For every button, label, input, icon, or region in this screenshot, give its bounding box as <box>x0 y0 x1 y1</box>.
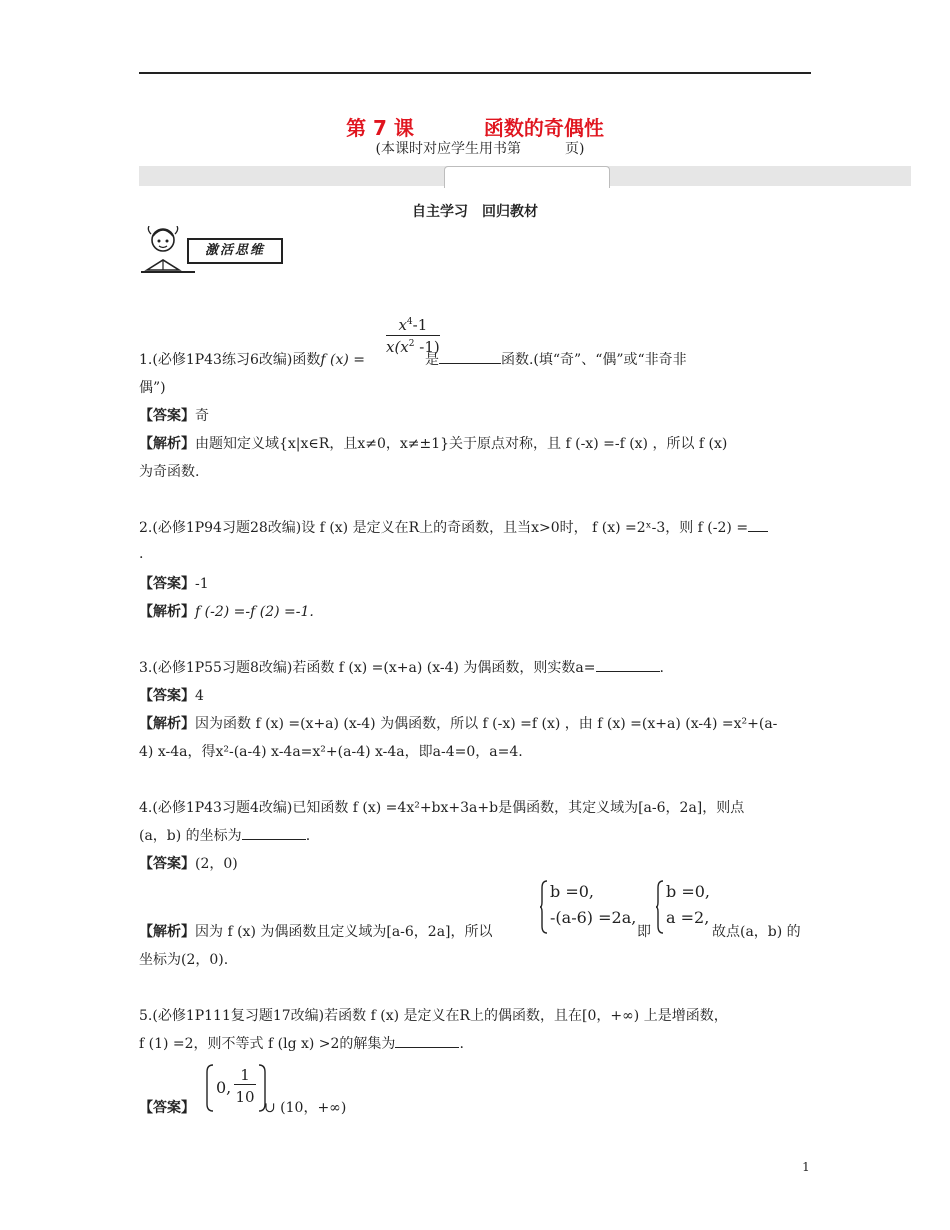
q2-stem <box>139 518 768 538</box>
q4-analysis-tail: 故点(a，b) 的 <box>712 924 801 940</box>
section-heading: 自主学习 回归教材 <box>412 204 538 220</box>
q4-stem2-end: . <box>305 828 311 844</box>
q2-analysis <box>139 602 314 622</box>
q2-stem-line2: . <box>139 546 144 562</box>
q3-stem <box>139 658 664 678</box>
q3-analysis-text: 因为函数 f (x) =(x+a) (x-4) 为偶函数，所以 f (-x) =f (x) ，由 f (x) =(x+a) (x-4) =x²+(a- <box>195 716 778 732</box>
q4-sys2-row1: b =0, <box>666 882 710 901</box>
q4-stem-line2 <box>139 826 310 846</box>
q5-answer-interval <box>206 1064 262 1114</box>
q1-den-a: x(x <box>386 338 409 356</box>
q4-analysis-text-a: 因为 f (x) 为偶函数且定义域为[a-6，2a]，所以 <box>195 924 493 940</box>
analysis-label: 【解析】 <box>139 436 195 452</box>
q5-ans-zero: 0, <box>216 1078 232 1097</box>
activate-thinking-badge <box>139 226 285 274</box>
q2-stem-text: 2.(必修1P94习题28改编)设 f (x) 是定义在R上的奇函数，且当x>0时， f (x) =2ˣ-3，则 f (-2) = <box>139 520 749 536</box>
q1-answer <box>139 406 209 426</box>
q1-tail: 函数.(填“奇”、“偶”或“非奇非 <box>500 352 687 368</box>
q4-blank <box>242 826 306 840</box>
page-number: 1 <box>802 1160 810 1174</box>
q4-sys2-row2: a =2, <box>666 908 710 927</box>
q2-blank <box>748 518 768 532</box>
q5-blank <box>395 1034 459 1048</box>
q4-answer <box>139 854 238 874</box>
q1-f-expr: f (x) = <box>320 352 365 368</box>
answer-label: 【答案】 <box>139 688 195 704</box>
q4-mid: 即 <box>637 924 651 940</box>
q2-analysis-text: f (-2) =-f (2) =-1. <box>195 604 314 620</box>
page-subtitle <box>0 138 950 158</box>
left-brace-icon <box>656 880 664 934</box>
q1-fraction-numerator <box>386 316 440 336</box>
answer-label: 【答案】 <box>139 408 195 424</box>
answer-label: 【答案】 <box>139 1100 195 1116</box>
q3-analysis <box>139 714 777 734</box>
subtitle-part-a: (本课时对应学生用书第 <box>375 141 521 157</box>
q3-blank <box>596 658 660 672</box>
q5-stem2-text: f (1) =2，则不等式 f (lg x) >2的解集为 <box>139 1036 396 1052</box>
q3-answer-value: 4 <box>195 688 204 704</box>
analysis-label: 【解析】 <box>139 604 195 620</box>
answer-label: 【答案】 <box>139 856 195 872</box>
q4-analysis-line2: 坐标为(2，0). <box>139 952 229 968</box>
q4-analysis <box>139 922 493 942</box>
q5-answer-label <box>139 1098 195 1118</box>
q1-after: 是 <box>424 352 439 368</box>
q5-stem2-end: . <box>459 1036 464 1052</box>
analysis-label: 【解析】 <box>139 924 195 940</box>
q1-den-b: -1) <box>414 338 440 356</box>
lesson-topic: 函数的奇偶性 <box>483 116 604 140</box>
q3-stem-end: . <box>659 660 664 676</box>
q5-stem: 5.(必修1P111复习题17改编)若函数 f (x) 是定义在R上的偶函数，且在[0，+∞) 上是增函数， <box>139 1008 728 1024</box>
q1-analysis <box>139 434 727 454</box>
q5-stem-line2 <box>139 1034 464 1054</box>
q4-sys1-row1: b =0, <box>550 882 594 901</box>
section-tab <box>444 166 610 188</box>
q1-prefix: 1.(必修1P43练习6改编)函数 <box>139 352 321 368</box>
q4-stem: 4.(必修1P43习题4改编)已知函数 f (x) =4x²+bx+3a+b是偶函数，其定义域为[a-6，2a]，则点 <box>139 800 745 816</box>
q1-den-exp: 2 <box>408 339 415 349</box>
q1-analysis-text: 由题知定义域{x|x∈R，且x≠0，x≠±1}关于原点对称，且 f (-x) =-f (x) ，所以 f (x) <box>195 436 728 452</box>
header-rule <box>139 72 811 74</box>
q1-analysis-line2: 为奇函数. <box>139 464 200 480</box>
q1-num-tail: -1 <box>412 316 428 334</box>
badge-label: 激活思维 <box>187 238 283 264</box>
q2-answer-value: -1 <box>195 576 209 592</box>
q1-stem-line2: 偶”) <box>139 380 166 396</box>
q1-num-var: x <box>398 316 407 334</box>
q5-ans-den: 10 <box>235 1088 255 1106</box>
q1-answer-value: 奇 <box>195 408 209 424</box>
q5-answer-tail: ∪ (10，+∞) <box>264 1100 347 1116</box>
q4-stem2-text: (a，b) 的坐标为 <box>139 828 242 844</box>
left-brace-icon <box>540 880 548 934</box>
page-title <box>0 112 950 141</box>
q3-answer <box>139 686 204 706</box>
subtitle-part-b: 页) <box>565 141 585 157</box>
q4-sys1-row2: -(a-6) =2a, <box>550 908 637 927</box>
q5-ans-num: 1 <box>234 1066 256 1085</box>
q1-blank <box>439 350 501 364</box>
lesson-number: 第 7 课 <box>346 116 414 140</box>
q3-stem-text: 3.(必修1P55习题8改编)若函数 f (x) =(x+a) (x-4) 为偶函数，则实数a= <box>139 660 596 676</box>
analysis-label: 【解析】 <box>139 716 195 732</box>
q2-answer <box>139 574 209 594</box>
q3-analysis-line2: 4) x-4a，得x²-(a-4) x-4a=x²+(a-4) x-4a，即a-4=0，a=4. <box>139 744 523 760</box>
q1-num-exp: 4 <box>406 317 413 327</box>
q4-answer-value: (2，0) <box>195 856 238 872</box>
left-paren-icon <box>206 1064 214 1112</box>
q1-stem <box>139 350 687 370</box>
answer-label: 【答案】 <box>139 576 195 592</box>
